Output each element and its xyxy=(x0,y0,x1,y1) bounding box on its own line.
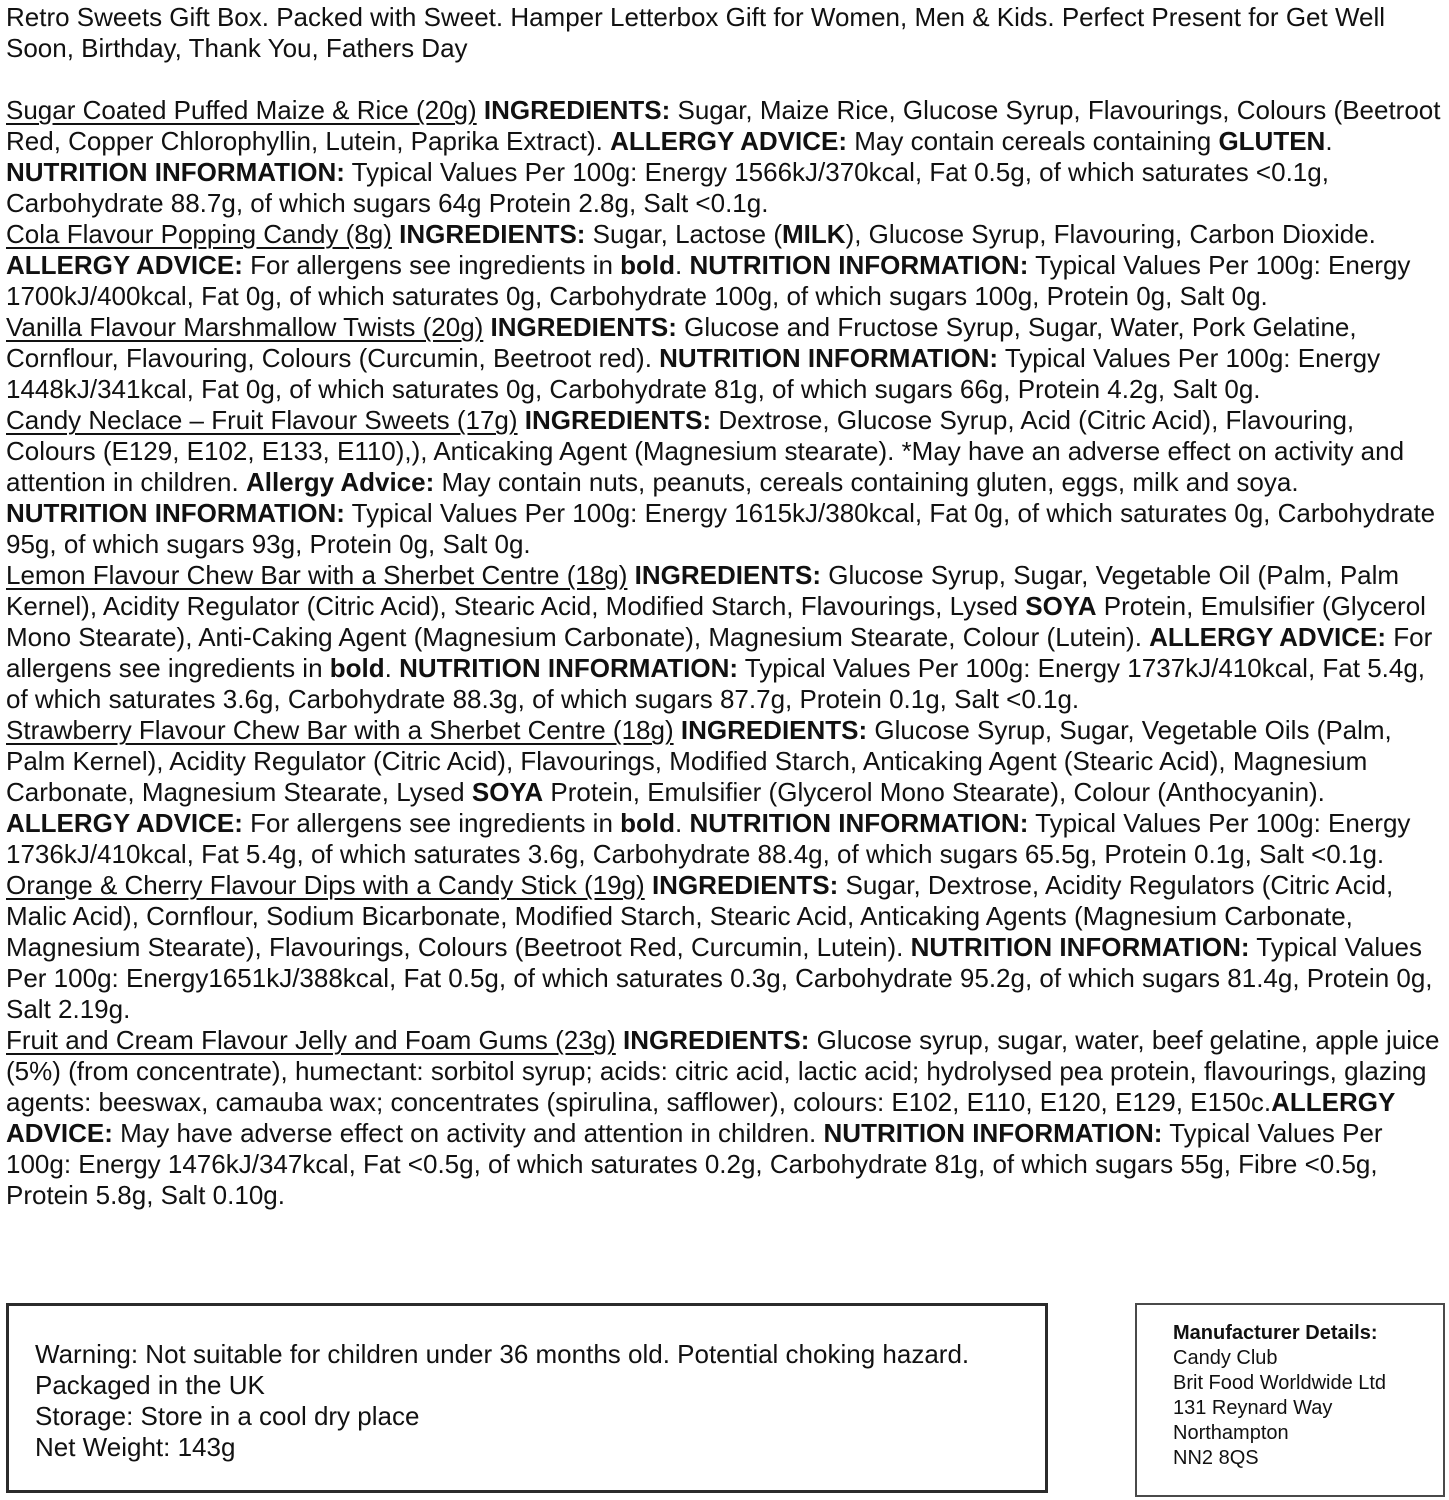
text-segment: INGREDIENTS: xyxy=(399,219,586,249)
warning-box xyxy=(6,1303,1048,1493)
text-segment: . xyxy=(384,653,400,683)
manufacturer-line-4: Northampton xyxy=(1173,1422,1289,1444)
text-segment: bold xyxy=(620,808,675,838)
text-segment: Allergy Advice: xyxy=(245,467,435,497)
product-sections xyxy=(6,95,1445,1211)
text-segment: Glucose syrup, sugar, water, beef gelatine, apple juice (5%) (from concentrate), humectant: sorbitol syrup; acids: citric acid, lactic acid; hydrolysed pea protein, flavourings, glazing agents: beeswax, camauba wax; concentrates (spirulina, safflower), colours: E102, E110, E120, E129, E150c. xyxy=(6,1025,1440,1117)
product-heading: Fruit and Cream Flavour Jelly and Foam Gums (23g) xyxy=(6,1025,616,1055)
text-segment: Typical Values Per 100g: Energy 1566kJ/370kcal, Fat 0.5g, of which saturates <0.1g, Carbohydrate 88.7g, of which sugars 64g Protein 2.8g, Salt <0.1g. xyxy=(6,157,1329,218)
text-segment xyxy=(645,870,652,900)
product-heading: Cola Flavour Popping Candy (8g) xyxy=(6,219,392,249)
manufacturer-line-2: Brit Food Worldwide Ltd xyxy=(1173,1372,1387,1394)
text-segment: MILK xyxy=(782,219,846,249)
text-segment xyxy=(477,95,484,125)
text-segment: . xyxy=(675,808,690,838)
text-segment xyxy=(674,715,681,745)
text-segment xyxy=(627,560,634,590)
text-segment: ALLERGY ADVICE: xyxy=(6,1087,1395,1148)
manufacturer-line-5: NN2 8QS xyxy=(1173,1447,1259,1469)
text-segment: INGREDIENTS: xyxy=(483,95,671,125)
text-segment: bold xyxy=(620,250,675,280)
text-segment xyxy=(518,405,525,435)
text-segment xyxy=(483,312,490,342)
text-segment: Typical Values Per 100g: Energy 1615kJ/380kcal, Fat 0g, of which saturates 0g, Carbohydrate 95g, of which sugars 93g, Protein 0g, Salt 0g. xyxy=(6,498,1436,559)
text-segment: NUTRITION INFORMATION: xyxy=(910,932,1250,962)
text-segment: NUTRITION INFORMATION: xyxy=(823,1118,1163,1148)
text-segment: Dextrose, Glucose Syrup, Acid (Citric Acid), Flavouring, Colours (E129, E102, E133, E110),), Anticaking Agent (Magnesium stearate). *May have an adverse effect on activity and attention in children. xyxy=(6,405,1405,497)
text-segment: SOYA xyxy=(1025,591,1097,621)
text-segment: Sugar, Dextrose, Acidity Regulators (Citric Acid, Malic Acid), Cornflour, Sodium Bicarbonate, Modified Starch, Stearic Acid, Anticaking Agents (Magnesium Carbonate, Magnesium Stearate), Flavourings, Colours (Beetroot Red, Curcumin, Lutein). xyxy=(6,870,1394,962)
text-segment: Sugar, Maize Rice, Glucose Syrup, Flavourings, Colours (Beetroot Red, Copper Chlorophyllin, Lutein, Paprika Extract). xyxy=(6,95,1441,156)
text-segment: NUTRITION INFORMATION: xyxy=(399,653,739,683)
product-section-orange-cherry-flavour-dips xyxy=(6,870,1445,1025)
text-segment: Typical Values Per 100g: Energy 1737kJ/410kcal, Fat 5.4g, of which saturates 3.6g, Carbohydrate 88.3g, of which sugars 87.7g, Protein 0.1g, Salt <0.1g. xyxy=(6,653,1426,714)
text-segment: Protein, Emulsifier (Glycerol Mono Stearate), Anti-Caking Agent (Magnesium Carbonate), Magnesium Stearate, Colour (Lutein). xyxy=(6,591,1426,652)
text-segment: . xyxy=(1325,126,1333,156)
product-section-sugar-coated-puffed-maize-rice xyxy=(6,95,1445,219)
text-segment: Glucose Syrup, Sugar, Vegetable Oil (Palm, Palm Kernel), Acidity Regulator (Citric Acid), Stearic Acid, Modified Starch, Flavourings, Lysed xyxy=(6,560,1400,621)
manufacturer-box xyxy=(1135,1303,1445,1497)
text-segment: ALLERGY ADVICE: xyxy=(610,126,847,156)
text-segment: GLUTEN xyxy=(1218,126,1326,156)
product-title: Retro Sweets Gift Box. Packed with Sweet. Hamper Letterbox Gift for Women, Men & Kids. Perfect Present for Get Well Soon, Birthday, Thank You, Fathers Day xyxy=(6,2,1386,63)
text-segment: INGREDIENTS: xyxy=(680,715,868,745)
text-segment: May contain nuts, peanuts, cereals containing gluten, eggs, milk and soya. xyxy=(434,467,1299,497)
text-segment: ), Glucose Syrup, Flavouring, Carbon Dioxide. xyxy=(845,219,1376,249)
text-segment: Glucose and Fructose Syrup, Sugar, Water, Pork Gelatine, Cornflour, Flavouring, Colours (Curcumin, Beetroot red). xyxy=(6,312,1357,373)
text-segment: . xyxy=(675,250,690,280)
product-heading: Orange & Cherry Flavour Dips with a Candy Stick (19g) xyxy=(6,870,645,900)
product-section-strawberry-flavour-chew-bar xyxy=(6,715,1445,870)
text-segment: For allergens see ingredients in xyxy=(6,622,1433,683)
text-segment: Typical Values Per 100g: Energy 1700kJ/400kcal, Fat 0g, of which saturates 0g, Carbohydrate 100g, of which sugars 100g, Protein 0g, Salt 0g. xyxy=(6,250,1411,311)
text-segment: For allergens see ingredients in xyxy=(242,808,621,838)
text-segment: INGREDIENTS: xyxy=(634,560,821,590)
text-segment: For allergens see ingredients in xyxy=(242,250,621,280)
text-segment: NUTRITION INFORMATION: xyxy=(6,157,345,187)
warning-line-2: Packaged in the UK xyxy=(35,1370,265,1400)
text-segment: INGREDIENTS: xyxy=(651,870,839,900)
text-segment: ALLERGY ADVICE: xyxy=(6,250,243,280)
text-segment xyxy=(616,1025,623,1055)
text-segment: ALLERGY ADVICE: xyxy=(1149,622,1387,652)
text-segment: Typical Values Per 100g: Energy1651kJ/388kcal, Fat 0.5g, of which saturates 0.3g, Carbohydrate 95.2g, of which sugars 81.4g, Protein 0g, Salt 2.19g. xyxy=(6,932,1433,1024)
product-heading: Sugar Coated Puffed Maize & Rice (20g) xyxy=(6,95,477,125)
text-segment: ALLERGY ADVICE: xyxy=(6,808,243,838)
text-segment: May have adverse effect on activity and attention in children. xyxy=(112,1118,824,1148)
text-segment: Sugar, Lactose ( xyxy=(585,219,783,249)
warning-box-lines xyxy=(35,1339,1025,1463)
product-section-cola-flavour-popping-candy xyxy=(6,219,1445,312)
text-segment: NUTRITION INFORMATION: xyxy=(689,808,1029,838)
text-segment: Protein, Emulsifier (Glycerol Mono Stearate), Colour (Anthocyanin). xyxy=(543,777,1325,807)
manufacturer-lines xyxy=(1173,1346,1435,1471)
product-heading: Lemon Flavour Chew Bar with a Sherbet Centre (18g) xyxy=(6,560,628,590)
manufacturer-line-3: 131 Reynard Way xyxy=(1173,1397,1333,1419)
text-segment: SOYA xyxy=(471,777,544,807)
warning-line-4: Net Weight: 143g xyxy=(35,1432,236,1462)
text-segment: Typical Values Per 100g: Energy 1476kJ/347kcal, Fat <0.5g, of which saturates 0.2g, Carbohydrate 81g, of which sugars 55g, Fibre <0.5g, Protein 5.8g, Salt 0.10g. xyxy=(6,1118,1383,1210)
text-segment: NUTRITION INFORMATION: xyxy=(6,498,345,528)
product-section-fruit-and-cream-jelly-foam-gums xyxy=(6,1025,1445,1211)
text-segment: Glucose Syrup, Sugar, Vegetable Oils (Palm, Palm Kernel), Acidity Regulator (Citric Acid), Flavourings, Modified Starch, Anticaking Agent (Stearic Acid), Magnesium Carbonate, Magnesium Stearate, Lysed xyxy=(6,715,1392,807)
warning-line-3: Storage: Store in a cool dry place xyxy=(35,1401,420,1431)
text-segment: INGREDIENTS: xyxy=(490,312,677,342)
product-section-candy-necklace-fruit-flavour-sweets xyxy=(6,405,1445,560)
text-segment: NUTRITION INFORMATION: xyxy=(689,250,1029,280)
product-heading: Candy Neclace – Fruit Flavour Sweets (17g) xyxy=(6,405,518,435)
text-segment: NUTRITION INFORMATION: xyxy=(659,343,999,373)
product-heading: Vanilla Flavour Marshmallow Twists (20g) xyxy=(6,312,484,342)
text-segment: May contain cereals containing xyxy=(847,126,1219,156)
product-section-lemon-flavour-chew-bar xyxy=(6,560,1445,715)
product-section-vanilla-flavour-marshmallow-twists xyxy=(6,312,1445,405)
manufacturer-title: Manufacturer Details: xyxy=(1173,1322,1378,1344)
text-segment: Typical Values Per 100g: Energy 1736kJ/410kcal, Fat 5.4g, of which saturates 3.6g, Carbohydrate 88.4g, of which sugars 65.5g, Protein 0.1g, Salt <0.1g. xyxy=(6,808,1411,869)
warning-line-1: Warning: Not suitable for children under 36 months old. Potential choking hazard. xyxy=(35,1339,970,1369)
product-heading: Strawberry Flavour Chew Bar with a Sherbet Centre (18g) xyxy=(6,715,674,745)
text-segment: INGREDIENTS: xyxy=(623,1025,810,1055)
text-segment: INGREDIENTS: xyxy=(524,405,712,435)
text-segment: bold xyxy=(329,653,385,683)
text-segment: Typical Values Per 100g: Energy 1448kJ/341kcal, Fat 0g, of which saturates 0g, Carbohydrate 81g, of which sugars 66g, Protein 4.2g, Salt 0g. xyxy=(6,343,1381,404)
manufacturer-line-1: Candy Club xyxy=(1173,1347,1278,1369)
